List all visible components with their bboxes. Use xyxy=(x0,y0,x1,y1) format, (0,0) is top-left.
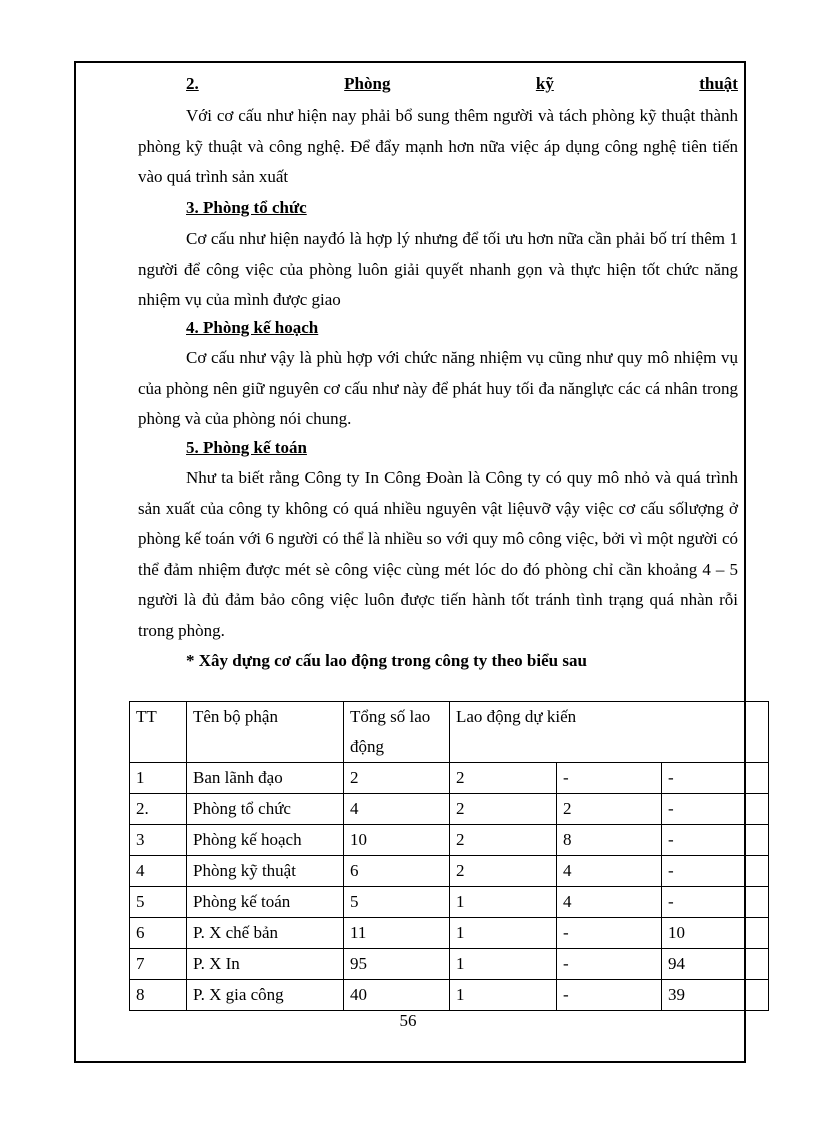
cell-planned-1: 1 xyxy=(450,887,557,918)
cell-planned-2: - xyxy=(557,949,662,980)
cell-total: 95 xyxy=(344,949,450,980)
cell-planned-1: 2 xyxy=(450,763,557,794)
cell-total: 6 xyxy=(344,856,450,887)
cell-planned-1: 2 xyxy=(450,794,557,825)
cell-tt: 8 xyxy=(130,980,187,1011)
cell-planned-3: 10 xyxy=(662,918,769,949)
table-row xyxy=(130,794,769,825)
section-accounting-heading: 5. Phòng kế toán xyxy=(186,438,307,457)
table-row xyxy=(130,887,769,918)
header-planned: Lao động dự kiến xyxy=(450,702,769,763)
cell-department: Ban lãnh đạo xyxy=(187,763,344,794)
page-number: 56 xyxy=(399,1011,417,1030)
table-row xyxy=(130,918,769,949)
cell-planned-3: - xyxy=(662,763,769,794)
cell-total: 5 xyxy=(344,887,450,918)
cell-planned-2: - xyxy=(557,980,662,1011)
cell-department: Phòng tổ chức xyxy=(187,794,344,825)
header-tt: TT xyxy=(130,702,187,763)
section-organization-heading: 3. Phòng tổ chức xyxy=(186,198,307,217)
header-department: Tên bộ phận xyxy=(187,702,344,763)
cell-total: 11 xyxy=(344,918,450,949)
cell-planned-1: 2 xyxy=(450,856,557,887)
section-accounting-body: Như ta biết rằng Công ty In Công Đoàn là Công ty có quy mô nhỏ và quá trình sản xuất của công ty không có quá nhiều nguyên vật liệuvỡ vậy việc cơ cấu sốlượng ở phòng kế toán với 6 người có thể là nhiều so với quy mô công việc, bởi vì một người có thể đảm nhiệm được mét sè công việc cùng mét lóc do đó phòng chỉ cần khoảng 4 – 5 người là đủ đảm bảo công việc luôn được tiến hành tốt tránh tình trạng quá nhàn rỗi trong phòng. xyxy=(138,468,738,640)
workforce-table xyxy=(129,701,769,1011)
section-technical-body: Với cơ cấu như hiện nay phải bổ sung thêm người và tách phòng kỹ thuật thành phòng kỹ thuật và công nghệ. Để đẩy mạnh hơn nữa việc áp dụng công nghệ tiên tiến vào quá trình sản xuất xyxy=(138,106,738,186)
cell-planned-2: 2 xyxy=(557,794,662,825)
heading-part: kỹ xyxy=(535,74,554,93)
cell-tt: 3 xyxy=(130,825,187,856)
table-heading: * Xây dựng cơ cấu lao động trong công ty theo biểu sau xyxy=(186,651,587,670)
cell-planned-3: - xyxy=(662,887,769,918)
cell-tt: 6 xyxy=(130,918,187,949)
heading-part: 2. xyxy=(186,74,199,93)
cell-tt: 5 xyxy=(130,887,187,918)
cell-tt: 1 xyxy=(130,763,187,794)
heading-part: thuật xyxy=(699,74,738,93)
cell-department: P. X In xyxy=(187,949,344,980)
cell-total: 2 xyxy=(344,763,450,794)
section-technical-heading xyxy=(186,74,738,94)
cell-total: 10 xyxy=(344,825,450,856)
cell-tt: 7 xyxy=(130,949,187,980)
section-planning-heading: 4. Phòng kế hoạch xyxy=(186,318,319,337)
table-row xyxy=(130,980,769,1011)
cell-planned-3: 39 xyxy=(662,980,769,1011)
cell-planned-3: - xyxy=(662,794,769,825)
cell-planned-1: 1 xyxy=(450,949,557,980)
table-row xyxy=(130,825,769,856)
cell-department: P. X gia công xyxy=(187,980,344,1011)
cell-planned-1: 2 xyxy=(450,825,557,856)
header-total: Tổng số lao động xyxy=(344,702,450,763)
cell-department: Phòng kế toán xyxy=(187,887,344,918)
heading-part: Phòng xyxy=(344,74,391,93)
cell-planned-3: - xyxy=(662,856,769,887)
cell-tt: 2. xyxy=(130,794,187,825)
section-organization-body: Cơ cấu như hiện nayđó là hợp lý nhưng để tối ưu hơn nữa cần phải bố trí thêm 1 người để công việc của phòng luôn giải quyết nhanh gọn và thực hiện tốt chức năng nhiệm vụ của mình được giao xyxy=(138,229,738,309)
cell-total: 4 xyxy=(344,794,450,825)
cell-planned-1: 1 xyxy=(450,980,557,1011)
table-header-row xyxy=(130,702,769,763)
cell-planned-2: 8 xyxy=(557,825,662,856)
cell-planned-2: - xyxy=(557,763,662,794)
cell-planned-3: 94 xyxy=(662,949,769,980)
cell-tt: 4 xyxy=(130,856,187,887)
cell-department: Phòng kế hoạch xyxy=(187,825,344,856)
cell-planned-1: 1 xyxy=(450,918,557,949)
table-row xyxy=(130,949,769,980)
table-row xyxy=(130,856,769,887)
cell-planned-2: 4 xyxy=(557,856,662,887)
table-row xyxy=(130,763,769,794)
section-planning-body: Cơ cấu như vậy là phù hợp với chức năng nhiệm vụ cũng như quy mô nhiệm vụ của phòng nên giữ nguyên cơ cấu như này để phát huy tối đa nănglực các cá nhân trong phòng và của phòng nói chung. xyxy=(138,348,738,428)
cell-department: P. X chế bản xyxy=(187,918,344,949)
cell-planned-2: - xyxy=(557,918,662,949)
cell-department: Phòng kỹ thuật xyxy=(187,856,344,887)
cell-total: 40 xyxy=(344,980,450,1011)
cell-planned-3: - xyxy=(662,825,769,856)
cell-planned-2: 4 xyxy=(557,887,662,918)
